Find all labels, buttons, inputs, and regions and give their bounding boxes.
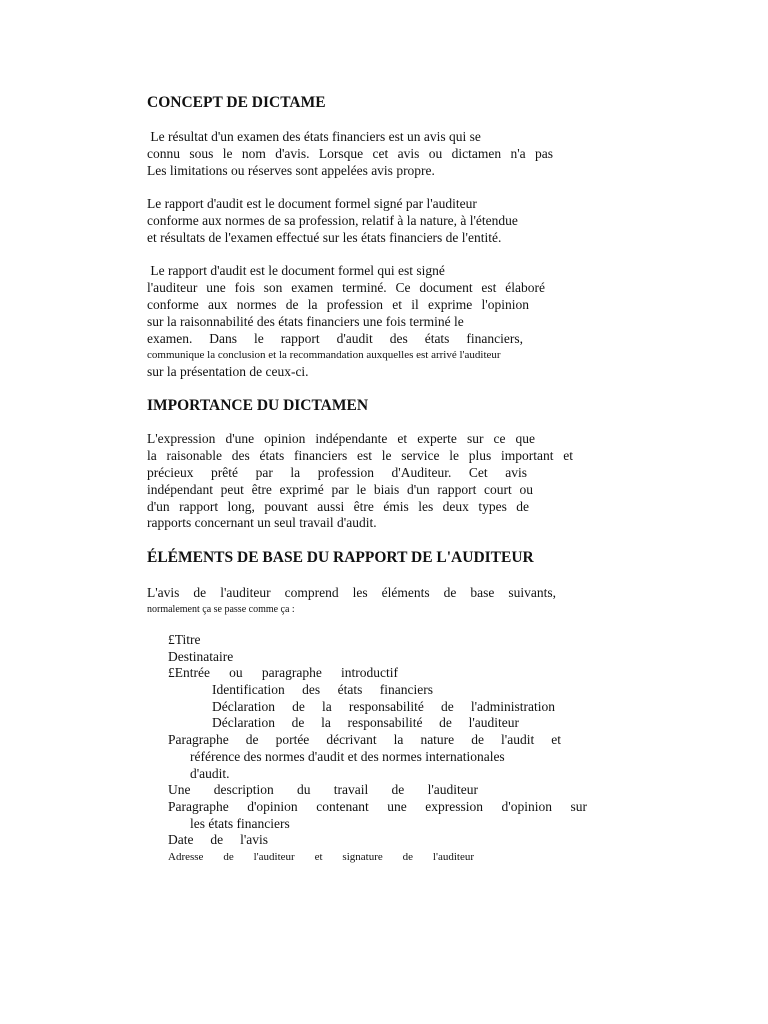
list-item: Une description du travail de l'auditeur — [168, 782, 478, 798]
heading-concept-de-dictame: CONCEPT DE DICTAME — [147, 94, 326, 111]
heading-importance-du-dictamen: IMPORTANCE DU DICTAMEN — [147, 397, 369, 414]
list-item: Déclaration de la responsabilité de l'administration — [212, 698, 555, 714]
list-item: Identification des états financiers — [212, 682, 433, 698]
list-item: Paragraphe de portée décrivant la nature de l'audit et — [168, 732, 561, 748]
heading-elements-de-base: ÉLÉMENTS DE BASE DU RAPPORT DE L'AUDITEUR — [147, 549, 534, 566]
text-line: conforme aux normes de la profession et il exprime l'opinion — [147, 296, 529, 312]
text-line: Les limitations ou réserves sont appelées avis propre. — [147, 162, 435, 178]
list-item: £Entrée ou paragraphe introductif — [168, 665, 398, 681]
text-line: d'un rapport long, pouvant aussi être émis les deux types de — [147, 498, 529, 514]
text-line: L'expression d'une opinion indépendante et experte sur ce que — [147, 431, 535, 446]
text-line: conforme aux normes de sa profession, relatif à la nature, à l'étendue — [147, 212, 518, 228]
text-line: sur la raisonnabilité des états financiers une fois terminé le — [147, 313, 464, 329]
text-line: rapports concernant un seul travail d'audit. — [147, 515, 377, 531]
text-line: Le résultat d'un examen des états financiers est un avis qui se — [147, 129, 481, 144]
list-item: Adresse de l'auditeur et signature de l'auditeur — [168, 850, 474, 863]
text-line: Le rapport d'audit est le document formel signé par l'auditeur — [147, 196, 477, 211]
text-line: communique la conclusion et la recommandation auxquelles est arrivé l'auditeur — [147, 349, 501, 362]
text-line: la raisonable des états financiers est le service le plus important et — [147, 447, 573, 463]
paragraph-3 — [147, 263, 545, 381]
text-line: précieux prêté par la profession d'Auditeur. Cet avis — [147, 464, 527, 480]
list-item: Paragraphe d'opinion contenant une expression d'opinion sur — [168, 798, 587, 814]
text-line: connu sous le nom d'avis. Lorsque cet avis ou dictamen n'a pas — [147, 145, 553, 161]
text-line: indépendant peut être exprimé par le biais d'un rapport court ou — [147, 481, 533, 497]
elements-list — [168, 632, 587, 866]
text-line: l'auditeur une fois son examen terminé. Ce document est élaboré — [147, 279, 545, 295]
paragraph-4 — [147, 431, 573, 532]
list-item: Destinataire — [168, 648, 234, 664]
list-item: référence des normes d'audit et des normes internationales — [190, 748, 505, 764]
text-line: sur la présentation de ceux-ci. — [147, 364, 309, 380]
text-line: normalement ça se passe comme ça : — [147, 603, 295, 615]
paragraph-2 — [147, 196, 551, 247]
text-line: Le rapport d'audit est le document formel qui est signé — [147, 263, 445, 278]
text-line: L'avis de l'auditeur comprend les éléments de base suivants, — [147, 585, 556, 600]
list-item: Déclaration de la responsabilité de l'auditeur — [212, 715, 519, 731]
list-item: d'audit. — [190, 765, 230, 781]
text-line: examen. Dans le rapport d'audit des états financiers, — [147, 330, 523, 346]
text-line: et résultats de l'examen effectué sur les états financiers de l'entité. — [147, 229, 502, 245]
list-item: £Titre — [168, 632, 201, 647]
list-item: Date de l'avis — [168, 832, 268, 848]
paragraph-5 — [147, 585, 556, 619]
paragraph-1 — [147, 129, 553, 180]
list-item: les états financiers — [190, 815, 290, 831]
